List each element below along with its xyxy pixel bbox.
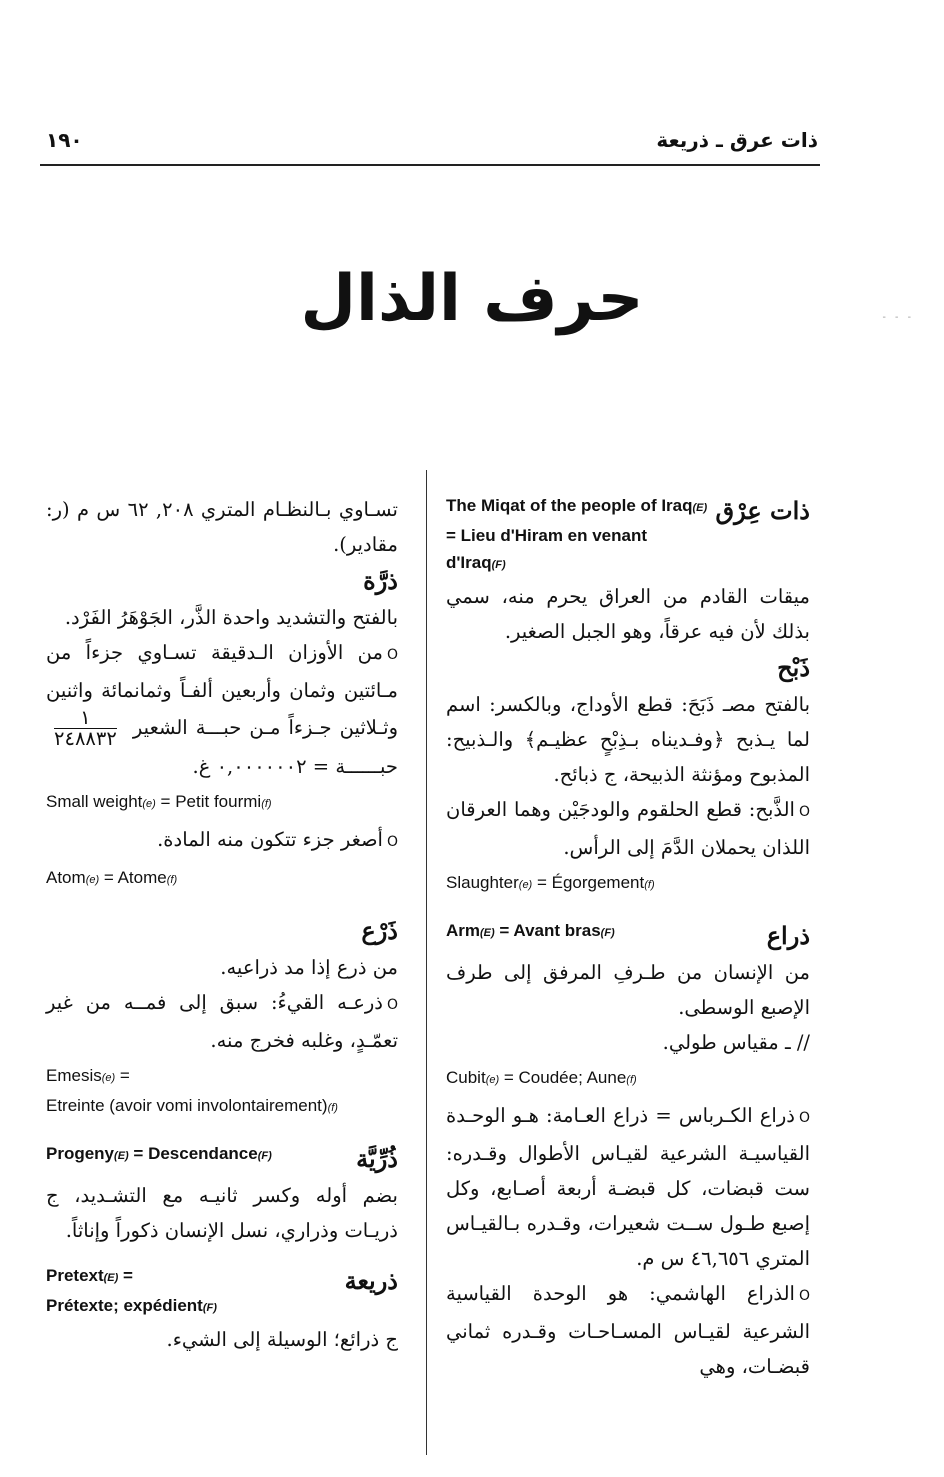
- bullet-icon: O: [798, 1110, 810, 1126]
- definition: من الإنسان من طـرفِ المرفق إلى طرف الإصبع الوسطى.: [446, 961, 810, 1019]
- entry-translation: Emesis(e) = Etreinte (avoir vomi involontairement)(f): [46, 1066, 338, 1115]
- entry-dhurriyya: [46, 1140, 398, 1178]
- bullet-icon: O: [386, 834, 398, 850]
- bullet-icon: O: [798, 1288, 810, 1304]
- entry-translation: Small weight(e) = Petit fourmi(f): [46, 792, 272, 811]
- fraction: $\frac{١}{٢٤٨٨٣٢}$: [54, 706, 117, 750]
- definition: ميقات القادم من العراق يحرم منه، سمي بذلك لأن فيه عرقاً، وهو الجبل الصغير.: [446, 585, 810, 643]
- sub-definition: Oذرعـه القيءُ: سبق إلى فمــه من غير تعمّـدٍ، وغلبه فخرج منه.: [46, 991, 398, 1052]
- headword: ذَرْع: [361, 916, 398, 945]
- headword: ذرَّة: [363, 566, 398, 595]
- sub-definition: Oذراع الكـرباس = ذراع العـامة: هـو الوحـدة القياسيـة الشرعية لقيـاس الأطوال وقـدره: ست قبضات، كل قبضـة أربعة أصـابع، وكل إصبع طـول ســت شعيرات، وقـدره بـالقيـاس المتري ٤٦,٦٥٦ س م.: [446, 1104, 810, 1270]
- entry-translation: The Miqat of the people of Iraq(E) = Lieu d'Hiram en venant d'Iraq(F): [446, 496, 708, 572]
- definition: بالفتح والتشديد واحدة الذَّر، الجَوْهَرُ الفَرْد.: [64, 606, 398, 629]
- sub-definition: Oأصغر جزء تتكون منه المادة.: [157, 828, 398, 851]
- right-column: [446, 492, 810, 1384]
- bullet-icon: O: [798, 804, 810, 820]
- definition: ج ذرائع؛ الوسيلة إلى الشيء.: [166, 1328, 398, 1351]
- entry-dhat-irq: [446, 492, 810, 579]
- scan-dots: - - -: [882, 312, 914, 323]
- header-rule: [40, 164, 820, 166]
- definition: بالفتح مصـ ذَبَحَ: قطع الأوداج، وبالكسر: اسم لما يـذبح ﴿وفـديناه بـذِبْحٍ عظيـم﴾ والـذبيح: المذبوح ومؤنثة الذبيحة، ج ذبائح.: [446, 693, 810, 786]
- sub-definition: Oالذراع الهاشمي: هو الوحدة القياسية الشرعية لقيـاس المسـاحـات وقـدره ثماني قبضـات، وهي: [446, 1282, 810, 1378]
- headword: ذريعة: [344, 1266, 398, 1295]
- column-divider: [426, 470, 427, 1455]
- running-title: ذات عرق ـ ذريعة: [656, 128, 818, 152]
- entry-translation: Pretext(E) = Prétexte; expédient(F): [46, 1266, 217, 1315]
- headword: ذات عِرْق: [715, 496, 810, 525]
- headword: ذُرِّيَّة: [356, 1144, 398, 1173]
- entry-translation: Atom(e) = Atome(f): [46, 868, 178, 887]
- sub-definition: Oمن الأوزان الـدقيقة تسـاوي جزءاً من مـائتين وثمان وأربعين ألفـاً وثمانمائة واثنين وثـلاثين جـزءاً مـن حبـــة الشعير $\frac{١}{٢٤٨٨٣٢}حبــــــة$ = ٠,٠٠٠٠٠٠٢ غ.: [46, 641, 398, 778]
- left-column: [46, 492, 398, 1357]
- sub-definition: Oالذَّبح: قطع الحلقوم والودجَيْن وهما العرقان اللذان يحملان الدَّمَ إلى الرأس.: [446, 798, 810, 859]
- definition: من ذرع إذا مد ذراعيه.: [220, 956, 398, 979]
- headword: ذراع: [766, 921, 810, 950]
- entry-dhariya: [46, 1262, 398, 1322]
- entry-translation: Arm(E) = Avant bras(F): [446, 921, 615, 940]
- definition: // ـ مقياس طولي.: [662, 1031, 810, 1054]
- headword: ذَبْح: [777, 653, 810, 682]
- bullet-icon: O: [386, 997, 398, 1013]
- continuation-text: تسـاوي بـالنظـام المتري ٢٠٨, ٦٢ س م (ر: مقادير).: [46, 498, 398, 556]
- entry-translation: Slaughter(e) = Égorgement(f): [446, 873, 655, 892]
- definition: بضم أوله وكسر ثانيـه مع التشـديد، ج ذريـات وذراري، نسل الإنسان ذكوراً وإناثاً.: [46, 1184, 398, 1242]
- entry-translation: Progeny(E) = Descendance(F): [46, 1144, 272, 1163]
- entry-translation: Cubit(e) = Coudée; Aune(f): [446, 1068, 637, 1087]
- bullet-icon: O: [386, 647, 398, 663]
- page-number: ١٩٠: [46, 128, 83, 152]
- chapter-title: حرف الذال: [300, 262, 644, 336]
- entry-dhira: [446, 917, 810, 955]
